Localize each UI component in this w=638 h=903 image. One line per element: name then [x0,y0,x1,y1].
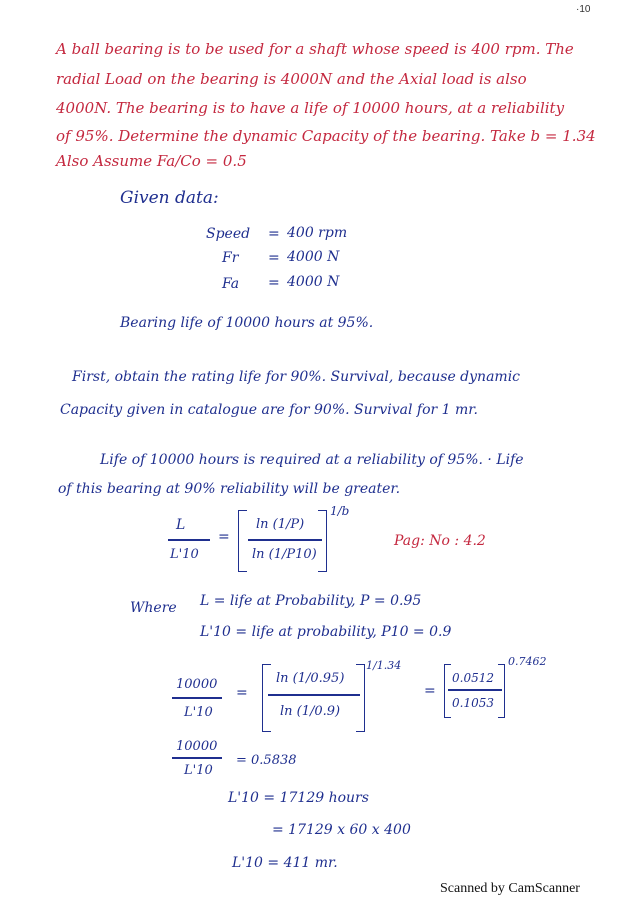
calc-step2-rhs: = 0.5838 [236,753,297,768]
calc-step1-left-bracket2 [444,664,451,718]
page-number-label: Pag: No : 4.2 [394,533,486,549]
given-speed-value: 400 rpm [287,225,348,241]
formula-lhs-num: L [176,517,186,533]
calc-step1-num: ln (1/0.95) [276,671,345,686]
calc-step1-exp2: 0.7462 [508,655,547,668]
problem-line-2: radial Load on the bearing is 4000N and the Axial load is also [56,70,527,88]
problem-line-3: 4000N. The bearing is to have a life of 10000 hours, at a reliability [56,99,565,117]
where-line-2: L'10 = life at probability, P10 = 0.9 [200,624,452,640]
calc-step5: L'10 = 411 mr. [232,855,338,871]
given-fr-label: Fr [222,250,239,266]
calc-step1-den: ln (1/0.9) [280,704,341,719]
formula-lhs-bar [168,539,210,541]
calc-step1-bar [268,694,360,696]
formula-eq: = [218,529,230,545]
explanation-line-4: of this bearing at 90% reliability will be greater. [58,481,401,497]
calc-step1-eq: = [236,685,248,701]
formula-rhs-num: ln (1/P) [256,517,305,532]
calc-step3: L'10 = 17129 hours [228,790,369,806]
bearing-life-line: Bearing life of 10000 hours at 95%. [120,315,374,331]
calc-step1-left-bracket [262,664,271,732]
calc-step4: = 17129 x 60 x 400 [272,822,411,838]
formula-rhs-den: ln (1/P10) [252,547,317,562]
calc-step1-lhs-bar [172,697,222,699]
given-fa-label: Fa [222,276,240,292]
calc-step2-lhs-bar [172,757,222,759]
given-fr-eq: = [268,250,280,266]
calc-step1-lhs-den: L'10 [184,705,213,720]
problem-line-5: Also Assume Fa/Co = 0.5 [56,152,247,170]
where-label: Where [130,600,177,616]
where-line-1: L = life at Probability, P = 0.95 [200,593,422,609]
formula-right-bracket [318,510,327,572]
given-speed-eq: = [268,226,280,242]
calc-step1-right-bracket2 [498,664,505,718]
explanation-line-3: Life of 10000 hours is required at a reliability of 95%. · Life [100,452,524,468]
calc-step1-den2: 0.1053 [452,696,494,710]
given-heading: Given data: [120,188,219,208]
calc-step1-right-bracket [356,664,365,732]
scanner-footer: Scanned by CamScanner [440,881,580,896]
given-fa-value: 4000 N [287,274,340,290]
calc-step2-lhs-num: 10000 [176,739,218,754]
calc-step2-lhs-den: L'10 [184,763,213,778]
problem-line-4: of 95%. Determine the dynamic Capacity of the bearing. Take b = 1.34 [56,127,596,145]
given-fa-eq: = [268,275,280,291]
page-marker: ·10 [576,4,591,15]
calc-step1-num2: 0.0512 [452,671,494,685]
formula-left-bracket [238,510,247,572]
calc-step1-eq2: = [424,683,436,699]
calc-step1-exp: 1/1.34 [366,659,402,672]
explanation-line-2: Capacity given in catalogue are for 90%. Survival for 1 mr. [60,402,478,418]
given-speed-label: Speed [206,226,251,242]
problem-line-1: A ball bearing is to be used for a shaft whose speed is 400 rpm. The [56,40,574,58]
calc-step1-lhs-num: 10000 [176,677,218,692]
explanation-line-1: First, obtain the rating life for 90%. Survival, because dynamic [72,369,521,385]
formula-lhs-den: L'10 [170,547,199,562]
calc-step1-bar2 [448,689,502,691]
given-fr-value: 4000 N [287,249,340,265]
formula-exponent: 1/b [330,504,350,518]
formula-rhs-bar [248,539,322,541]
